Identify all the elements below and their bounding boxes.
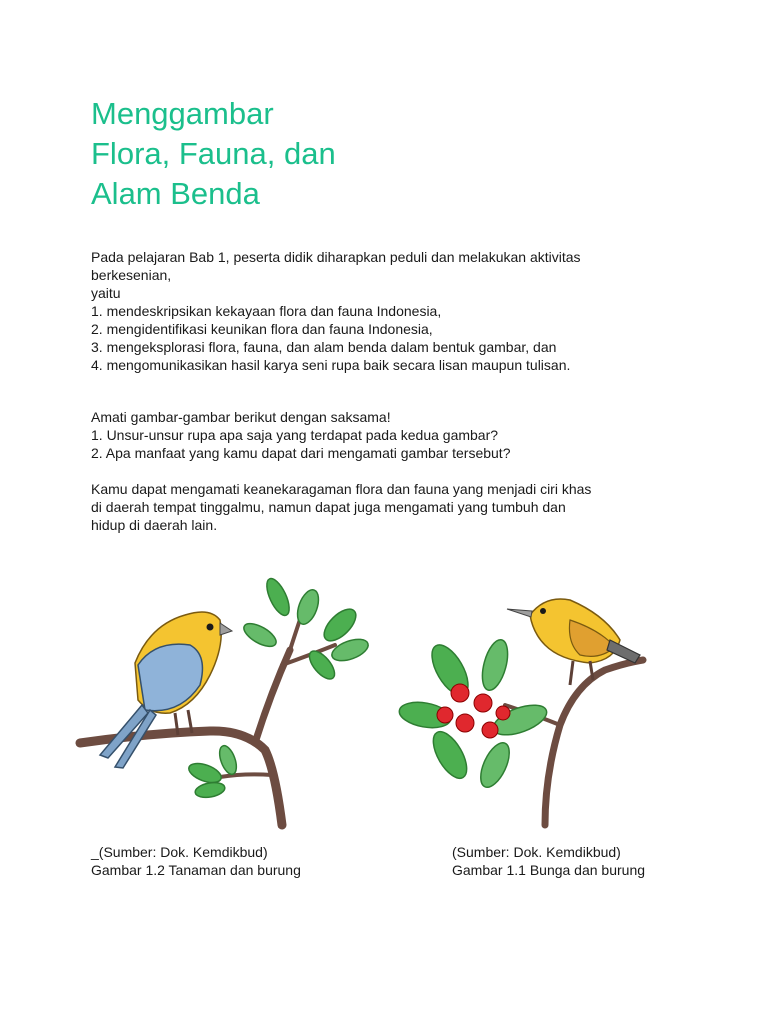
title-line-2: Flora, Fauna, dan (91, 136, 336, 171)
title-line-1: Menggambar (91, 96, 274, 131)
intro-paragraph (91, 248, 581, 374)
intro-line: Pada pelajaran Bab 1, peserta didik diharapkan peduli dan melakukan aktivitas (91, 249, 581, 265)
task-question-2: 2. Apa manfaat yang kamu dapat dari mengamati gambar tersebut? (91, 445, 511, 461)
caption-left (91, 843, 301, 879)
bird (507, 599, 640, 685)
caption-label: Gambar 1.2 Tanaman dan burung (91, 862, 301, 878)
caption-right (452, 843, 645, 879)
leaves (397, 637, 550, 791)
task-question-1: 1. Unsur-unsur rupa apa saja yang terdapat pada kedua gambar? (91, 427, 499, 443)
plant-and-bird-illustration (60, 545, 380, 835)
branch (505, 660, 643, 825)
caption-source: _(Sumber: Dok. Kemdikbud) (91, 844, 268, 860)
intro-line: yaitu (91, 285, 121, 301)
title-line-3: Alam Benda (91, 176, 260, 211)
observation-paragraph (91, 480, 591, 534)
observation-line: hidup di daerah lain. (91, 517, 218, 533)
task-instruction: Amati gambar-gambar berikut dengan saksama! (91, 409, 391, 425)
intro-line: berkesenian, (91, 267, 172, 283)
leaves (186, 575, 371, 799)
bird (100, 612, 232, 768)
intro-list-item-4: 4. mengomunikasikan hasil karya seni rupa baik secara lisan maupun tulisan. (91, 357, 571, 373)
caption-label: Gambar 1.1 Bunga dan burung (452, 862, 646, 878)
intro-list-item-3: 3. mengeksplorasi flora, fauna, dan alam benda dalam bentuk gambar, dan (91, 339, 557, 355)
observation-line: Kamu dapat mengamati keanekaragaman flora dan fauna yang menjadi ciri khas (91, 481, 592, 497)
page-title (91, 94, 336, 214)
intro-list-item-1: 1. mendeskripsikan kekayaan flora dan fauna Indonesia, (91, 303, 442, 319)
caption-source: (Sumber: Dok. Kemdikbud) (452, 844, 621, 860)
observation-line: di daerah tempat tinggalmu, namun dapat juga mengamati yang tumbuh dan (91, 499, 566, 515)
intro-list-item-2: 2. mengidentifikasi keunikan flora dan fauna Indonesia, (91, 321, 433, 337)
task-paragraph (91, 408, 510, 462)
flower-and-bird-illustration (395, 575, 695, 830)
